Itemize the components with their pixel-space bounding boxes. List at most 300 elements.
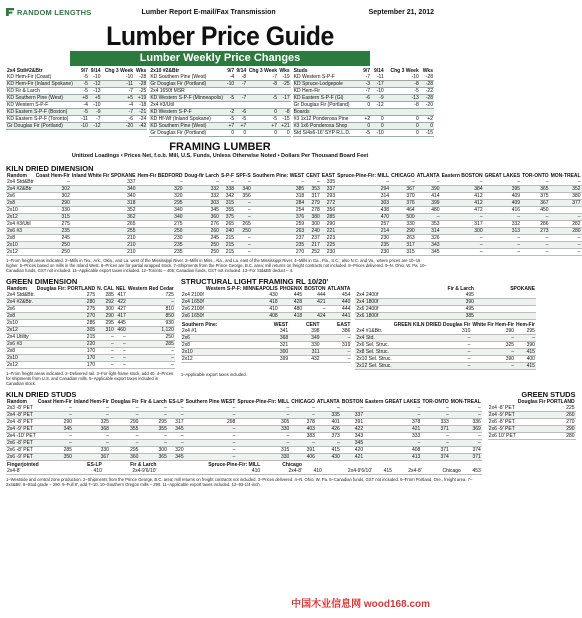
fingerjointed-table: [6, 462, 482, 475]
price-cell: 286: [521, 221, 549, 228]
price-cell: -7: [247, 74, 278, 81]
row-label: 2x6 -9' PET: [488, 426, 517, 433]
column-header: TOR-ONTO: [422, 399, 449, 405]
price-cell: -5: [79, 81, 89, 88]
table-row: [181, 313, 352, 320]
table-row: [6, 327, 175, 334]
price-cell: -6: [361, 95, 371, 102]
table-row: [488, 433, 576, 440]
price-cell: 330: [35, 207, 71, 214]
table-row: [6, 228, 582, 235]
price-cell: 377: [550, 200, 582, 207]
price-cell: –: [96, 348, 115, 355]
row-label: 2x10: [6, 320, 36, 327]
row-label: 2x6 1650f: [181, 313, 204, 319]
price-cell: +2: [420, 116, 434, 123]
framing-lumber-heading: FRAMING LUMBER: [169, 141, 271, 153]
price-cell: [361, 109, 371, 116]
price-cell: –: [236, 412, 290, 419]
row-label: 2x4 1650f MSR: [149, 88, 225, 95]
column-header: Chg 3 Week: [390, 68, 419, 74]
row-label: KD Fir & Larch: [6, 88, 79, 95]
column-header: TOR-ONTO: [522, 173, 549, 179]
column-header: Eastern BOSTON: [441, 173, 483, 179]
table-row: [149, 109, 290, 116]
price-cell: 260: [517, 412, 576, 419]
price-cell: 317: [441, 221, 484, 228]
price-cell: –: [303, 306, 326, 313]
table-row: [6, 249, 582, 256]
price-cell: 317: [305, 193, 321, 200]
column-header: Hem-Fir: [516, 322, 535, 328]
price-cell: 255: [71, 228, 137, 235]
price-cell: 295: [137, 200, 184, 207]
price-cell: 315: [35, 214, 71, 221]
price-cell: 332: [184, 186, 220, 193]
price-cell: -7: [102, 88, 135, 95]
price-cell: 378: [364, 419, 421, 426]
row-label: 2x6 -9' PET: [6, 454, 37, 461]
row-label: 2x6 -8' PET: [6, 440, 37, 447]
table-row: [6, 123, 147, 130]
column-header: Chg 3 Week: [248, 68, 278, 74]
table-row: [355, 335, 536, 342]
price-cell: 365: [521, 186, 549, 193]
price-cell: 368: [73, 426, 110, 433]
price-cell: 454: [327, 292, 352, 299]
price-cell: –: [290, 412, 316, 419]
price-cell: -7: [235, 81, 247, 88]
row-label: 2x6: [181, 335, 256, 342]
price-cell: 214: [336, 228, 390, 235]
price-cell: 326: [416, 235, 441, 242]
price-cell: +5: [89, 95, 102, 102]
price-cell: 305: [36, 327, 96, 334]
price-cell: -12: [89, 123, 102, 130]
column-header: Inland White Fir SPOKANE: [71, 173, 136, 179]
price-cell: 290: [110, 419, 140, 426]
price-cell: –: [235, 207, 252, 214]
price-cell: 0: [385, 130, 420, 137]
green-dimension-notes: 1–From freight areas indicated. 2–Delivered rail. 3–For light-frame stock, add 40. 4–Prices for shipments from U.S. and Canadian mills. 5–Applicable export taxes included in Canadian stock.: [6, 371, 174, 386]
price-cell: –: [305, 179, 321, 186]
price-cell: -7: [361, 88, 371, 95]
row-label: 2x8: [6, 235, 35, 242]
column-header: Douglas Fir: [110, 399, 139, 405]
price-cell: 303: [336, 200, 390, 207]
price-cell: 930: [127, 320, 175, 327]
column-header: Douglas Fir PORTLAND: [517, 399, 575, 405]
price-cell: -19: [278, 74, 291, 81]
price-cell: -10: [385, 74, 420, 81]
price-cell: –: [393, 349, 472, 356]
price-cell: 220: [36, 341, 96, 348]
price-cell: -10: [226, 81, 235, 87]
price-cell: 223: [321, 235, 336, 242]
price-cell: 263: [252, 228, 305, 235]
price-cell: –: [484, 242, 521, 249]
row-label: Std S/4s6-16' SYP R.L.D.: [293, 130, 361, 137]
price-cell: +19: [134, 95, 147, 102]
price-cell: –: [115, 362, 127, 369]
price-cell: –: [185, 433, 237, 440]
price-cell: 0: [371, 116, 385, 123]
column-header: CENT: [306, 173, 320, 179]
price-cell: -22: [420, 88, 434, 95]
price-cell: 385: [410, 313, 475, 320]
column-header: Inland Hem-Fir: [73, 399, 109, 405]
price-cell: 295: [110, 447, 140, 454]
price-cell: -15: [278, 116, 291, 123]
price-cell: 225: [321, 242, 336, 249]
table-row: [149, 130, 290, 137]
price-cell: 444: [303, 292, 326, 299]
price-cell: –: [441, 179, 484, 186]
price-cell: 263: [390, 235, 416, 242]
table-row: [6, 116, 147, 123]
price-cell: 235: [35, 228, 71, 235]
price-cell: 230: [137, 235, 184, 242]
price-cell: –: [185, 426, 237, 433]
price-cell: 332: [184, 193, 220, 200]
price-cell: -9: [371, 95, 385, 102]
price-cell: 314: [336, 193, 390, 200]
price-cell: –: [336, 179, 390, 186]
price-cell: –: [316, 440, 341, 447]
price-cell: 305: [236, 419, 290, 426]
column-header: Wks: [422, 68, 433, 74]
weekly-col-2x10: [149, 68, 290, 137]
price-cell: 391: [341, 419, 364, 426]
price-cell: –: [316, 405, 341, 412]
price-cell: 310: [393, 328, 472, 335]
price-cell: 472: [441, 207, 484, 214]
price-cell: +7: [247, 123, 278, 130]
price-cell: [226, 88, 235, 95]
price-cell: 430: [205, 292, 279, 299]
price-cell: -10: [102, 74, 135, 81]
column-header: 2x4 Std/#2&Btr: [7, 68, 43, 74]
price-cell: 413: [364, 454, 421, 461]
table-row: [6, 221, 582, 228]
price-cell: 360: [184, 214, 220, 221]
table-row: [355, 306, 536, 313]
price-cell: -10: [89, 102, 102, 109]
price-cell: 293: [321, 193, 336, 200]
row-label: 2x12: [181, 356, 256, 363]
price-cell: 325: [471, 342, 515, 349]
price-cell: -2: [226, 109, 235, 116]
row-label: KD Western S-P-F: [149, 109, 225, 116]
table-row: [6, 306, 175, 313]
column-header: Chicago: [282, 462, 302, 468]
price-cell: 340: [137, 207, 184, 214]
column-header: Southern Pine WEST: [185, 399, 236, 405]
price-cell: -6: [102, 116, 135, 123]
table-row: [6, 334, 175, 341]
price-cell: 384: [441, 186, 484, 193]
price-cell: –: [550, 235, 582, 242]
column-header: Fir & Larch: [447, 286, 474, 292]
column-header: BOSTON: [341, 399, 364, 405]
column-header: SPOKANE: [510, 286, 535, 292]
price-cell: –: [115, 334, 127, 341]
price-cell: 410: [303, 468, 323, 475]
price-cell: -5: [361, 130, 371, 137]
price-cell: 365: [139, 454, 167, 461]
column-header: N. CAL: [97, 286, 114, 292]
price-cell: 311: [289, 349, 320, 356]
price-cell: –: [521, 242, 549, 249]
row-label: 2x4 2400f: [355, 292, 410, 299]
column-header: Chg 3 Week: [104, 68, 134, 74]
price-cell: 302: [35, 186, 71, 193]
price-cell: 376: [390, 200, 416, 207]
row-label: 2x6 10' PET: [488, 433, 516, 439]
report-date: September 21, 2012: [368, 8, 434, 16]
row-label: 2x4 #1: [181, 328, 256, 335]
price-cell: 235: [336, 242, 390, 249]
price-cell: 320: [137, 186, 184, 193]
price-cell: 318: [71, 200, 137, 207]
price-cell: 313: [484, 228, 521, 235]
table-row: [6, 341, 175, 348]
price-cell: 240: [305, 228, 321, 235]
price-cell: 285: [321, 214, 336, 221]
row-label: 2x8: [181, 342, 256, 349]
row-label: 2x4 Std.: [355, 335, 392, 342]
column-header: Random: [7, 173, 27, 179]
price-cell: 0: [361, 102, 371, 109]
price-cell: -10: [80, 123, 88, 129]
row-label: 2x6 #3: [6, 341, 36, 348]
price-cell: 410: [71, 468, 103, 475]
price-cell: -10: [371, 88, 385, 95]
price-cell: 300: [96, 306, 115, 313]
price-cell: 340: [71, 193, 137, 200]
row-label: 2x6 2400f: [355, 306, 410, 313]
price-cell: –: [168, 440, 185, 447]
table-row: [6, 433, 482, 440]
price-cell: +8: [79, 95, 89, 102]
price-cell: 250: [184, 249, 220, 256]
price-cell: 424: [303, 313, 326, 320]
price-cell: 215: [220, 249, 235, 256]
price-cell: –: [35, 179, 71, 186]
row-label: KD Western S-P-F (Minneapolis): [149, 95, 225, 102]
price-cell: 337: [71, 179, 137, 186]
price-cell: 383: [290, 433, 316, 440]
price-cell: 395: [484, 186, 521, 193]
row-label: 2x4 -9' PET: [488, 412, 517, 419]
price-cell: 335: [321, 179, 336, 186]
price-cell: –: [364, 412, 421, 419]
price-cell: –: [73, 433, 110, 440]
table-row: [6, 447, 482, 454]
row-label: Gr Douglas Fir (Portland): [149, 81, 225, 88]
price-cell: –: [96, 341, 115, 348]
price-cell: –: [235, 200, 252, 207]
price-cell: 409: [484, 193, 521, 200]
weekly-changes-panel: [6, 68, 434, 137]
price-cell: -7: [102, 109, 135, 116]
price-cell: 0: [361, 123, 371, 130]
price-cell: –: [550, 214, 582, 221]
price-cell: 368: [256, 335, 289, 342]
row-label: KD Western S-P-F: [293, 74, 361, 81]
row-label: 2x10 Sel. Struc.: [356, 356, 392, 362]
row-label: #3 1x12 Ponderosa Pine: [293, 116, 361, 123]
price-cell: -20: [420, 102, 434, 109]
price-cell: -17: [371, 81, 385, 88]
price-cell: –: [185, 412, 237, 419]
price-cell: –: [37, 440, 73, 447]
price-cell: –: [421, 405, 449, 412]
row-label: KD Eastern S-P-F (Gl): [293, 95, 361, 102]
structural-section: [181, 273, 536, 386]
price-cell: –: [73, 440, 110, 447]
row-label: 2x10: [6, 355, 36, 362]
price-cell: –: [364, 405, 421, 412]
table-row: [149, 81, 290, 88]
price-cell: 422: [341, 426, 364, 433]
kiln-studs-notes: 1–Westside and central zone production. 2–Shipments from the Prince George, B.C. area; mill returns on freight contracts not included. 3–Prices delivered. 4–N. Ohio, W. Pa. 5–Canadian funds, GST not included. 6–From Portland, Ore., freight area. 7–2x4&Btr. 8–Stud grade – 290. 9–Full 8', add 7–10. 10–Southern Oregon mills – 290. 11–Applicable export taxes included. 12–93-1/4-inch.: [6, 477, 473, 487]
table-row: [181, 342, 352, 349]
price-cell: 0: [371, 123, 385, 130]
studs-row: [6, 386, 576, 487]
price-cell: –: [290, 405, 316, 412]
price-cell: 444: [327, 306, 352, 313]
column-header: GREEN KILN DRIED Douglas Fir: [393, 322, 471, 328]
price-cell: 430: [316, 454, 341, 461]
price-cell: 260: [184, 228, 220, 235]
column-header: Spruce-Pine-Fir: MILL: [237, 399, 290, 405]
table-row: [6, 468, 482, 475]
price-cell: –: [441, 214, 484, 221]
price-cell: -28: [420, 74, 434, 81]
row-label: 2x4 -10' PET: [7, 433, 36, 439]
price-cell: –: [321, 335, 352, 342]
price-cell: -28: [134, 81, 147, 88]
price-cell: [371, 109, 385, 116]
price-cell: -15: [420, 130, 434, 137]
price-cell: 235: [137, 249, 184, 256]
row-label: Gr Douglas Fir (Portland): [6, 123, 79, 130]
brand-logo: [6, 8, 91, 17]
row-label: Boards: [293, 109, 361, 116]
row-label: 2x4 1650f: [181, 299, 204, 305]
row-label: 2x10: [181, 349, 256, 356]
price-cell: 356: [235, 193, 252, 200]
table-row: [6, 242, 582, 249]
price-cell: 0: [247, 109, 278, 116]
price-cell: 375: [220, 214, 235, 221]
price-cell: -25: [278, 81, 291, 88]
price-cell: 345: [37, 426, 73, 433]
table-row: [181, 349, 352, 356]
price-cell: –: [37, 433, 73, 440]
price-cell: 412: [441, 193, 484, 200]
price-cell: 272: [321, 200, 336, 207]
price-cell: 480: [416, 207, 441, 214]
row-label: 2x3 -8' PET: [6, 405, 37, 412]
table-row: [355, 313, 536, 320]
price-cell: –: [235, 214, 252, 221]
price-cell: 414: [416, 193, 441, 200]
table-header-row: [6, 173, 582, 179]
price-cell: –: [127, 299, 175, 306]
price-cell: 345: [168, 426, 185, 433]
price-cell: –: [37, 405, 73, 412]
column-header: ATLANTA: [316, 399, 340, 405]
column-header: Random: [7, 286, 27, 292]
price-cell: 217: [305, 242, 321, 249]
price-cell: 321: [256, 342, 289, 349]
price-cell: [278, 102, 291, 109]
price-cell: -5: [247, 116, 278, 123]
price-cell: 341: [256, 328, 289, 335]
price-cell: 385: [252, 186, 305, 193]
row-label: 2x4 -8' PET: [488, 405, 517, 412]
column-header: MON-TREAL: [550, 173, 581, 179]
column-header: Coast Hem-Fir: [37, 399, 72, 405]
price-cell: [475, 299, 536, 306]
price-cell: -28: [134, 74, 147, 81]
price-cell: –: [484, 249, 521, 256]
row-label: KD Hf-Wf (Inland Spokane): [149, 116, 225, 123]
row-label: 2x6 -8' PET: [488, 419, 517, 426]
price-cell: 345: [168, 454, 185, 461]
price-cell: -4: [226, 74, 235, 81]
price-cell: 295: [139, 419, 167, 426]
table-row: [6, 320, 175, 327]
price-cell: –: [471, 349, 515, 356]
price-cell: [385, 109, 420, 116]
table-row: [6, 102, 147, 109]
kiln-dimension-notes: 1–From freight areas indicated. 2–Mills in Tex., Ark., Okla., and La. west of the Mississippi River. 3–Mills in Miss., Ala., and La. east of the Mississippi River. 4–Mills in Ga., Fla., S.C.; also N.C. and Va., where prices are 10–15 higher. 5–Prices based on mills in the Inland West. 6–Prices are for partial wrapped stock. 7–Shipments from the Prince George, B.C. area; mill returns on freight contracts not included. 8–Prices delivered. 9–N. Ohio, W. Pa. 10–Canadian funds, GST not included. 11–Applicable export taxes included. 12–Toronto – 405; Canadian funds, GST not included. 13–For Std&Btr deduct – 4.: [6, 258, 427, 273]
price-cell: -5: [385, 88, 420, 95]
table-row: [488, 426, 576, 433]
row-label: 2x12: [6, 327, 36, 334]
price-cell: 426: [316, 426, 341, 433]
price-cell: 230: [336, 235, 390, 242]
price-cell: 398: [289, 328, 320, 335]
price-cell: -17: [278, 95, 291, 102]
price-cell: 2x4-8': [393, 468, 423, 475]
price-cell: 285: [96, 292, 115, 299]
price-cell: 292: [96, 299, 115, 306]
price-cell: 265: [235, 221, 252, 228]
price-cell: 336: [450, 419, 482, 426]
green-dimension-title: GREEN DIMENSION: [6, 277, 78, 286]
price-cell: 400: [515, 356, 536, 363]
price-cell: 215: [36, 334, 96, 341]
price-cell: 349: [289, 335, 320, 342]
price-cell: –: [139, 412, 167, 419]
table-row: [6, 186, 582, 193]
column-header: NEL: [115, 286, 126, 292]
row-label: KD Southern Pine (West): [149, 74, 225, 81]
table-row: [355, 349, 536, 356]
price-cell: 298: [185, 419, 237, 426]
price-cell: 390: [471, 328, 515, 335]
price-cell: –: [421, 440, 449, 447]
table-row: [181, 306, 352, 313]
price-cell: 408: [205, 313, 279, 320]
column-header: Doug-fir Larch: [184, 173, 219, 179]
price-cell: [247, 102, 278, 109]
price-cell: –: [484, 235, 521, 242]
